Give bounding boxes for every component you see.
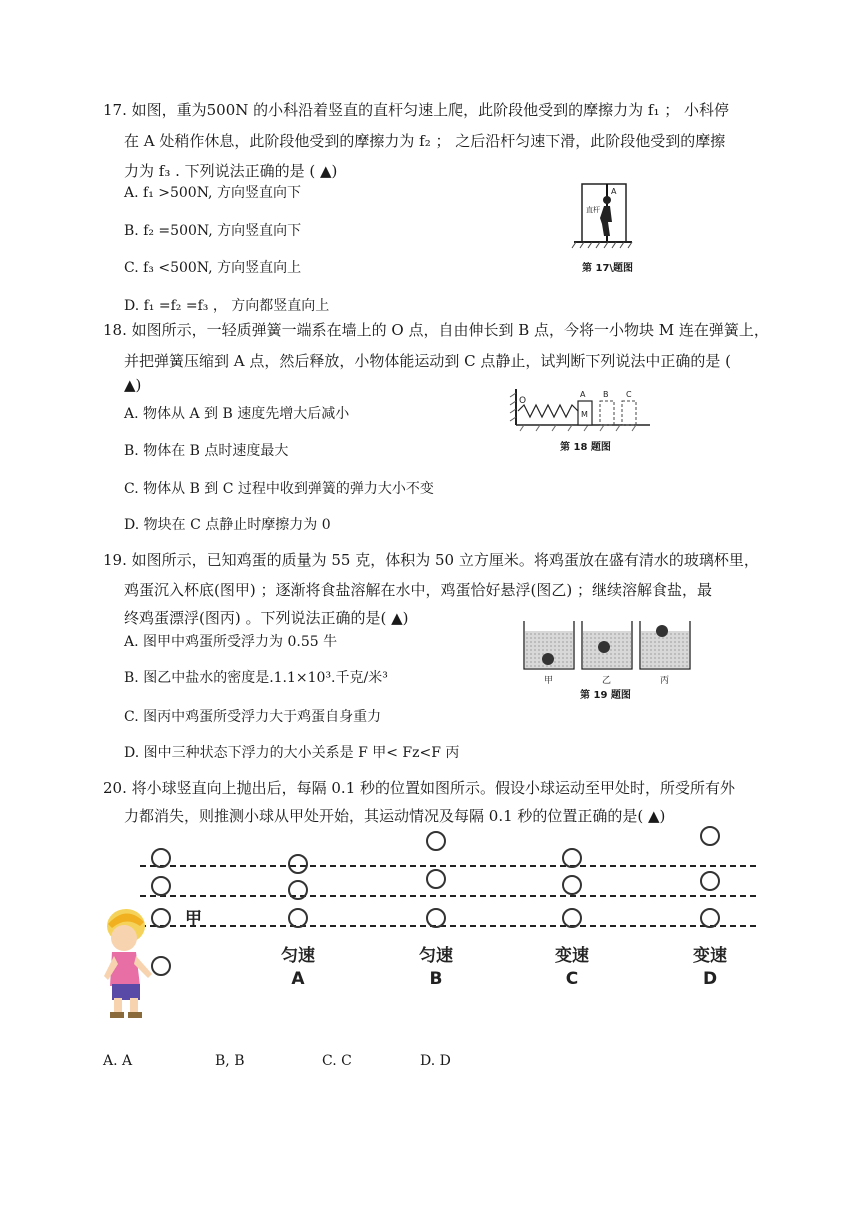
q17-option-c: C. f₃ <500N, 方向竖直向上: [124, 260, 302, 276]
q18-caption: 第 18 题图: [560, 442, 611, 453]
q20-choice-b-letter: B: [429, 969, 443, 989]
q18-option-c: C. 物体从 B 到 C 过程中收到弹簧的弹力大小不变: [124, 481, 434, 497]
q19-line-1: 19. 如图所示，已知鸡蛋的质量为 55 克，体积为 50 立方厘米。将鸡蛋放在盛有清水的玻璃杯里，: [103, 551, 759, 569]
q19-fig-label-yi: 乙: [602, 676, 612, 686]
q17-fig-label-a: A: [611, 187, 617, 196]
q18-option-b: B. 物体在 B 点时速度最大: [124, 443, 289, 459]
q20-choice-d-type: 变速: [693, 946, 727, 966]
q20-answer-b: B, B: [215, 1053, 245, 1069]
q19-option-c: C. 图丙中鸡蛋所受浮力大于鸡蛋自身重力: [124, 709, 382, 725]
q19-caption: 第 19 题图: [580, 690, 631, 701]
q18-line-1: 18. 如图所示，一轻质弹簧一端系在墙上的 O 点，自由伸长到 B 点，今将一小物块 M 连在弹簧上，: [103, 321, 769, 339]
q18-fig-label-a: A: [580, 390, 586, 399]
q18-option-a: A. 物体从 A 到 B 速度先增大后减小: [124, 406, 350, 422]
q19-line-3: 终鸡蛋漂浮(图丙) 。下列说法正确的是( ▲): [124, 609, 409, 627]
q20-fig-label-jia: 甲: [185, 909, 202, 929]
q19-fig-label-bing: 丙: [660, 676, 670, 686]
q17-fig-label-pole: 直杆: [586, 206, 600, 214]
q19-option-d: D. 图中三种状态下浮力的大小关系是 F 甲< Fz<F 丙: [124, 745, 460, 761]
child-illustration: [104, 909, 152, 1018]
q20-answer-a: A. A: [103, 1053, 133, 1069]
q18-fig-label-b: B: [603, 390, 609, 399]
q17-caption: 第 17\题图: [582, 263, 634, 274]
q20-answer-d: D. D: [420, 1053, 451, 1069]
q18-line-2: 并把弹簧压缩到 A 点，然后释放，小物体能运动到 C 点静止，试判断下列说法中正确的是 (: [124, 352, 732, 370]
q20-line-1: 20. 将小球竖直向上抛出后，每隔 0.1 秒的位置如图所示。假设小球运动至甲处时，所受所有外: [103, 779, 736, 797]
q19-option-a: A. 图甲中鸡蛋所受浮力为 0.55 牛: [124, 634, 338, 650]
q18-figure: [508, 383, 654, 433]
q18-fig-label-c: C: [626, 390, 632, 399]
q19-line-2: 鸡蛋沉入杯底(图甲) ；逐渐将食盐溶解在水中，鸡蛋恰好悬浮(图乙) ；继续溶解食盐，最: [124, 581, 712, 599]
q20-choice-d-letter: D: [702, 969, 718, 989]
q17-figure: [560, 178, 640, 258]
q20-answer-c: C. C: [322, 1053, 352, 1069]
q20-line-2: 力都消失，则推测小球从甲处开始，其运动情况及每隔 0.1 秒的位置正确的是( ▲): [124, 807, 666, 825]
q18-option-d: D. 物块在 C 点静止时摩擦力为 0: [124, 517, 331, 533]
q20-choice-a-letter: A: [291, 969, 305, 989]
q20-choice-c-letter: C: [565, 969, 579, 989]
q20-choice-c-type: 变速: [555, 946, 589, 966]
q17-line-2: 在 A 处稍作休息，此阶段他受到的摩擦力为 f₂ ； 之后沿杆匀速下滑，此阶段他受到的摩擦: [124, 132, 726, 150]
q18-line-3: ▲): [124, 376, 142, 394]
q17-line-3: 力为 f₃ . 下列说法正确的是 ( ▲): [124, 162, 338, 180]
q17-option-b: B. f₂ =500N, 方向竖直向下: [124, 223, 302, 239]
q19-fig-label-jia: 甲: [544, 676, 554, 686]
q19-figure: [518, 617, 698, 687]
q18-fig-label-o: O: [519, 396, 527, 406]
q17-option-a: A. f₁ >500N, 方向竖直向下: [124, 185, 301, 201]
q18-fig-label-m: M: [581, 410, 588, 419]
q20-choice-b-type: 匀速: [419, 946, 453, 966]
q19-option-b: B. 图乙中盐水的密度是.1.1×10³.千克/米³: [124, 670, 388, 686]
q17-option-d: D. f₁ =f₂ =f₃ ， 方向都竖直向上: [124, 298, 330, 314]
q20-figure: [100, 826, 760, 1026]
q20-choice-a-type: 匀速: [281, 946, 315, 966]
q17-line-1: 17. 如图，重为500N 的小科沿着竖直的直杆匀速上爬，此阶段他受到的摩擦力为 f₁ ； 小科停: [103, 101, 730, 119]
